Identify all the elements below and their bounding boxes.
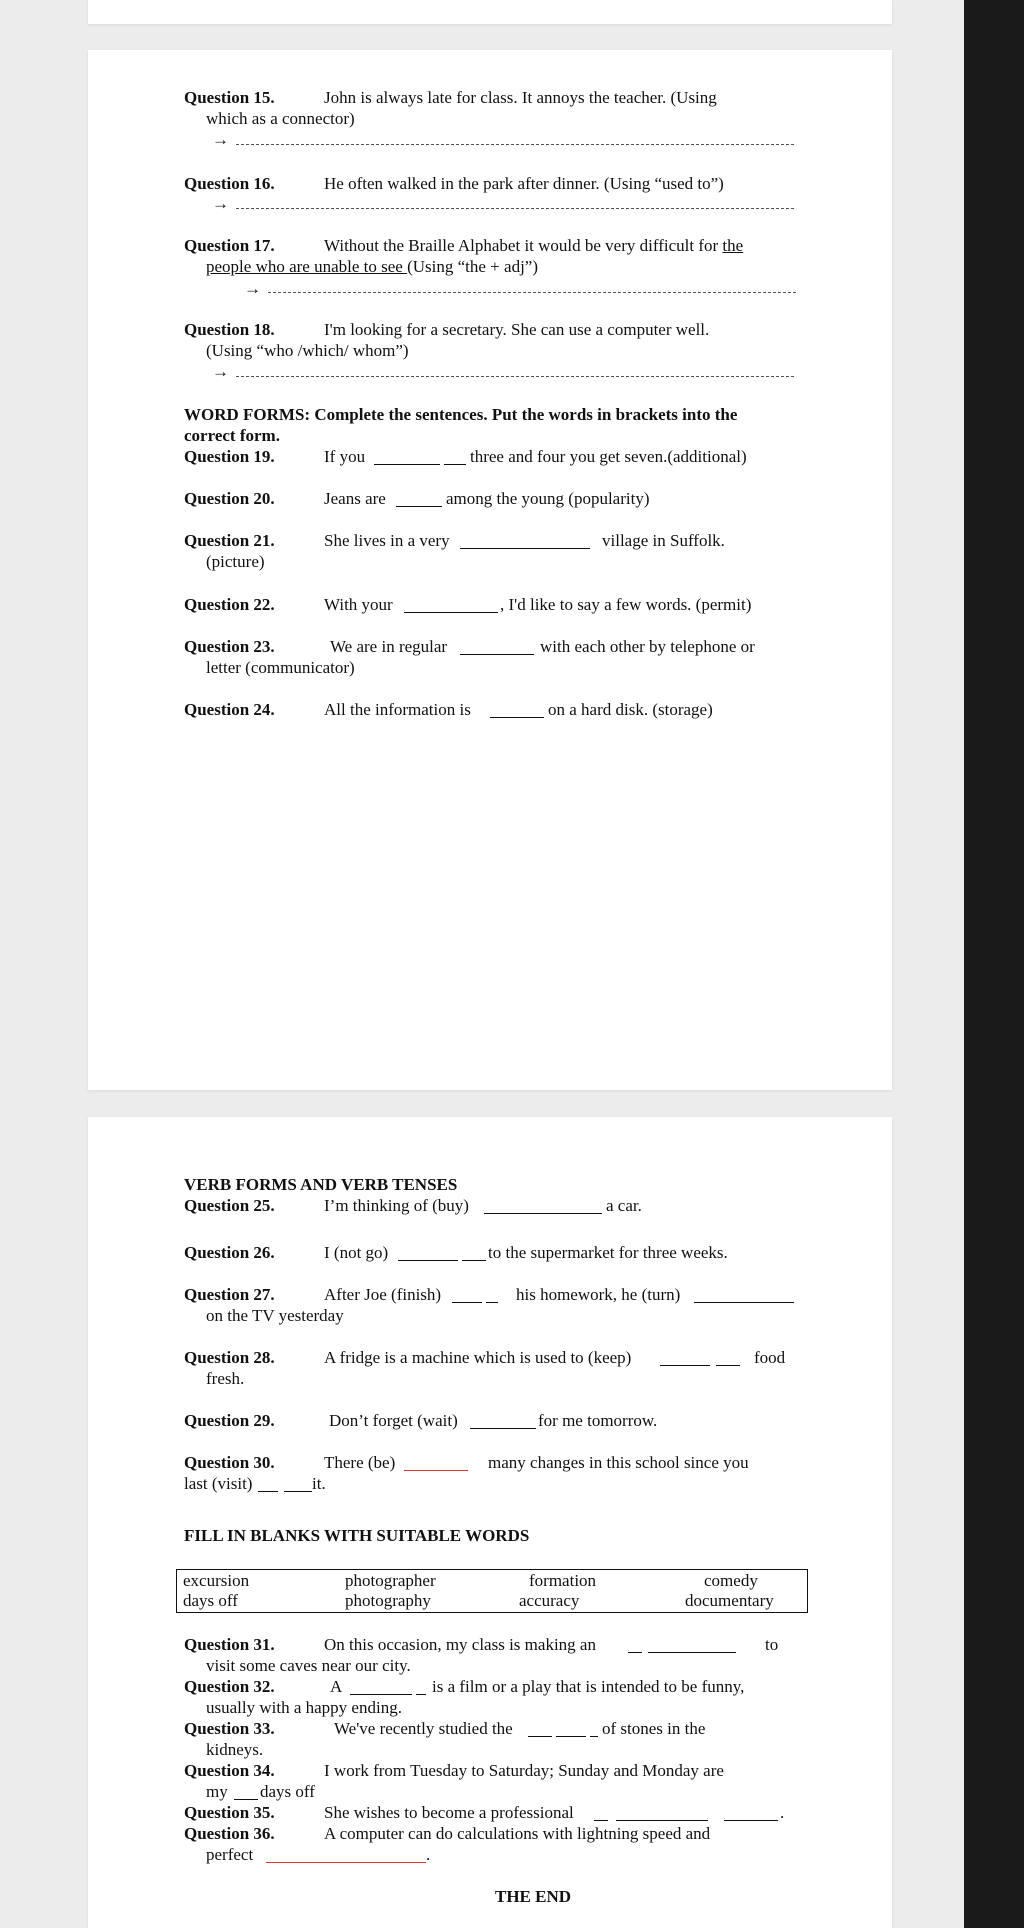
question-text: He often walked in the park after dinner. (Using “used to”) — [324, 174, 724, 193]
question-text: fresh. — [206, 1369, 245, 1388]
end-text: THE END — [495, 1887, 572, 1906]
question-number: Question 17. — [184, 236, 275, 255]
answer-blank[interactable] — [258, 1476, 278, 1492]
heading-line: WORD FORMS: Complete the sentences. Put the words in brackets into the — [184, 405, 738, 424]
word-bank-item: comedy — [704, 1571, 758, 1590]
answer-blank[interactable] — [234, 1784, 258, 1800]
word-bank-box — [176, 1569, 808, 1613]
question-text: perfect — [206, 1845, 254, 1864]
answer-blank[interactable] — [660, 1350, 710, 1366]
question-number: Question 20. — [184, 489, 275, 508]
question-text: usually with a happy ending. — [206, 1698, 402, 1717]
question-text: She wishes to become a professional — [324, 1803, 574, 1822]
word-bank-item: photography — [345, 1591, 431, 1610]
question-text: John is always late for class. It annoys the teacher. (Using — [324, 88, 717, 107]
worksheet-page-2 — [88, 1117, 892, 1928]
question-text: We are in regular — [330, 637, 448, 656]
heading-line: FILL IN BLANKS WITH SUITABLE WORDS — [184, 1526, 530, 1545]
question-text: We've recently studied the — [334, 1719, 513, 1738]
answer-blank[interactable] — [594, 1805, 608, 1821]
heading-line: correct form. — [184, 426, 280, 445]
question-text: letter (communicator) — [206, 658, 355, 677]
question-text: I work from Tuesday to Saturday; Sunday and Monday are — [324, 1761, 724, 1780]
question-text: to the supermarket for three weeks. — [488, 1243, 728, 1262]
answer-blank[interactable] — [452, 1287, 482, 1303]
answer-blank[interactable] — [398, 1245, 458, 1261]
question-text: many changes in this school since you — [488, 1453, 749, 1472]
question-text: Jeans are — [324, 489, 386, 508]
question-number: Question 32. — [184, 1677, 275, 1696]
answer-line[interactable] — [236, 376, 794, 377]
word-bank-item: documentary — [685, 1591, 774, 1610]
question-number: Question 29. — [184, 1411, 275, 1430]
question-text: A computer can do calculations with lightning speed and — [324, 1824, 711, 1843]
question-text: She lives in a very — [324, 531, 450, 550]
answer-blank[interactable] — [404, 597, 498, 613]
answer-blank[interactable] — [416, 1679, 426, 1695]
question-text: with each other by telephone or — [540, 637, 755, 656]
answer-blank[interactable] — [528, 1721, 552, 1737]
question-text: . — [780, 1803, 785, 1822]
question-text: three and four you get seven.(additional) — [470, 447, 747, 466]
answer-line[interactable] — [268, 292, 796, 293]
question-text: On this occasion, my class is making an — [324, 1635, 596, 1654]
question-number: Question 21. — [184, 531, 275, 550]
answer-line[interactable] — [236, 144, 794, 145]
word-bank-item: days off — [183, 1591, 238, 1610]
answer-blank[interactable] — [266, 1847, 426, 1863]
answer-blank[interactable] — [716, 1350, 740, 1366]
question-number: Question 31. — [184, 1635, 275, 1654]
question-text: among the young (popularity) — [446, 489, 650, 508]
answer-blank[interactable] — [590, 1721, 598, 1737]
underlined-phrase: people who are unable to see — [206, 257, 408, 276]
question-text-part: Without the Braille Alphabet it would be very difficult for — [324, 236, 723, 255]
answer-blank[interactable] — [284, 1476, 312, 1492]
question-text: of stones in the — [602, 1719, 706, 1738]
question-text: food — [754, 1348, 786, 1367]
question-text: (Using “who /which/ whom”) — [206, 341, 409, 360]
question-text: is a film or a play that is intended to be funny, — [432, 1677, 745, 1696]
answer-blank[interactable] — [484, 1198, 602, 1214]
question-number: Question 18. — [184, 320, 275, 339]
answer-blank[interactable] — [490, 702, 544, 718]
word-bank-item: formation — [529, 1571, 597, 1590]
answer-blank[interactable] — [460, 533, 590, 549]
question-text: for me tomorrow. — [538, 1411, 658, 1430]
question-text: A fridge is a machine which is used to (keep) — [324, 1348, 632, 1367]
question-text: After Joe (finish) — [324, 1285, 442, 1304]
question-text: Don’t forget (wait) — [329, 1411, 458, 1430]
underlined-phrase: the — [722, 236, 744, 255]
question-text: kidneys. — [206, 1740, 264, 1759]
answer-blank[interactable] — [460, 639, 534, 655]
question-number: Question 28. — [184, 1348, 275, 1367]
question-text: days off — [260, 1782, 315, 1801]
question-text: on the TV yesterday — [206, 1306, 344, 1325]
arrow-icon: → — [212, 130, 229, 149]
question-number: Question 16. — [184, 174, 275, 193]
question-number: Question 19. — [184, 447, 275, 466]
answer-line[interactable] — [236, 208, 794, 209]
question-number: Question 35. — [184, 1803, 275, 1822]
worksheet-page-1 — [88, 50, 892, 1090]
question-number: Question 25. — [184, 1196, 275, 1215]
question-text: If you — [324, 447, 366, 466]
answer-blank[interactable] — [350, 1679, 412, 1695]
answer-blank[interactable] — [556, 1721, 586, 1737]
question-number: Question 27. — [184, 1285, 275, 1304]
word-bank-item: photographer — [345, 1571, 436, 1590]
question-number: Question 15. — [184, 88, 275, 107]
question-text: on a hard disk. (storage) — [548, 700, 713, 719]
answer-blank[interactable] — [396, 491, 442, 507]
question-text: (picture) — [206, 552, 265, 571]
question-text — [206, 257, 538, 277]
question-number: Question 30. — [184, 1453, 275, 1472]
question-text: All the information is — [324, 700, 471, 719]
previous-page-bottom — [88, 0, 892, 24]
question-text: I’m thinking of (buy) — [324, 1196, 469, 1215]
question-text — [324, 236, 743, 256]
question-text-part: (Using “the + adj”) — [407, 257, 538, 276]
answer-blank[interactable] — [444, 449, 466, 465]
answer-blank[interactable] — [462, 1245, 486, 1261]
question-text: visit some caves near our city. — [206, 1656, 411, 1675]
answer-blank[interactable] — [374, 449, 440, 465]
question-number: Question 33. — [184, 1719, 275, 1738]
arrow-icon: → — [244, 279, 261, 298]
question-text: . — [426, 1845, 431, 1864]
question-text: , I'd like to say a few words. (permit) — [500, 595, 752, 614]
word-bank-item: excursion — [183, 1571, 250, 1590]
right-side-bar — [964, 0, 1024, 1928]
question-text: last (visit) — [184, 1474, 253, 1493]
question-text: I (not go) — [324, 1243, 389, 1262]
question-number: Question 34. — [184, 1761, 275, 1780]
question-text: his homework, he (turn) — [516, 1285, 681, 1304]
answer-blank[interactable] — [404, 1455, 468, 1471]
question-text: my — [206, 1782, 228, 1801]
answer-blank[interactable] — [486, 1287, 498, 1303]
question-text: village in Suffolk. — [602, 531, 725, 550]
answer-blank[interactable] — [470, 1413, 536, 1429]
question-text: to — [765, 1635, 779, 1654]
answer-blank[interactable] — [648, 1637, 736, 1653]
answer-blank[interactable] — [694, 1287, 794, 1303]
question-number: Question 22. — [184, 595, 275, 614]
arrow-icon: → — [212, 194, 229, 213]
question-number: Question 24. — [184, 700, 275, 719]
question-text: I'm looking for a secretary. She can use a computer well. — [324, 320, 710, 339]
question-number: Question 36. — [184, 1824, 275, 1843]
heading-line: VERB FORMS AND VERB TENSES — [184, 1175, 458, 1194]
answer-blank[interactable] — [724, 1805, 778, 1821]
question-text: a car. — [606, 1196, 642, 1215]
question-text: which as a connector) — [206, 109, 355, 128]
question-number: Question 23. — [184, 637, 275, 656]
question-number: Question 26. — [184, 1243, 275, 1262]
answer-blank[interactable] — [616, 1805, 708, 1821]
question-text: A — [330, 1677, 343, 1696]
answer-blank[interactable] — [628, 1637, 642, 1653]
arrow-icon: → — [212, 362, 229, 381]
question-text: There (be) — [324, 1453, 396, 1472]
question-text: it. — [312, 1474, 326, 1493]
question-text: With your — [324, 595, 393, 614]
word-bank-item: accuracy — [519, 1591, 580, 1610]
